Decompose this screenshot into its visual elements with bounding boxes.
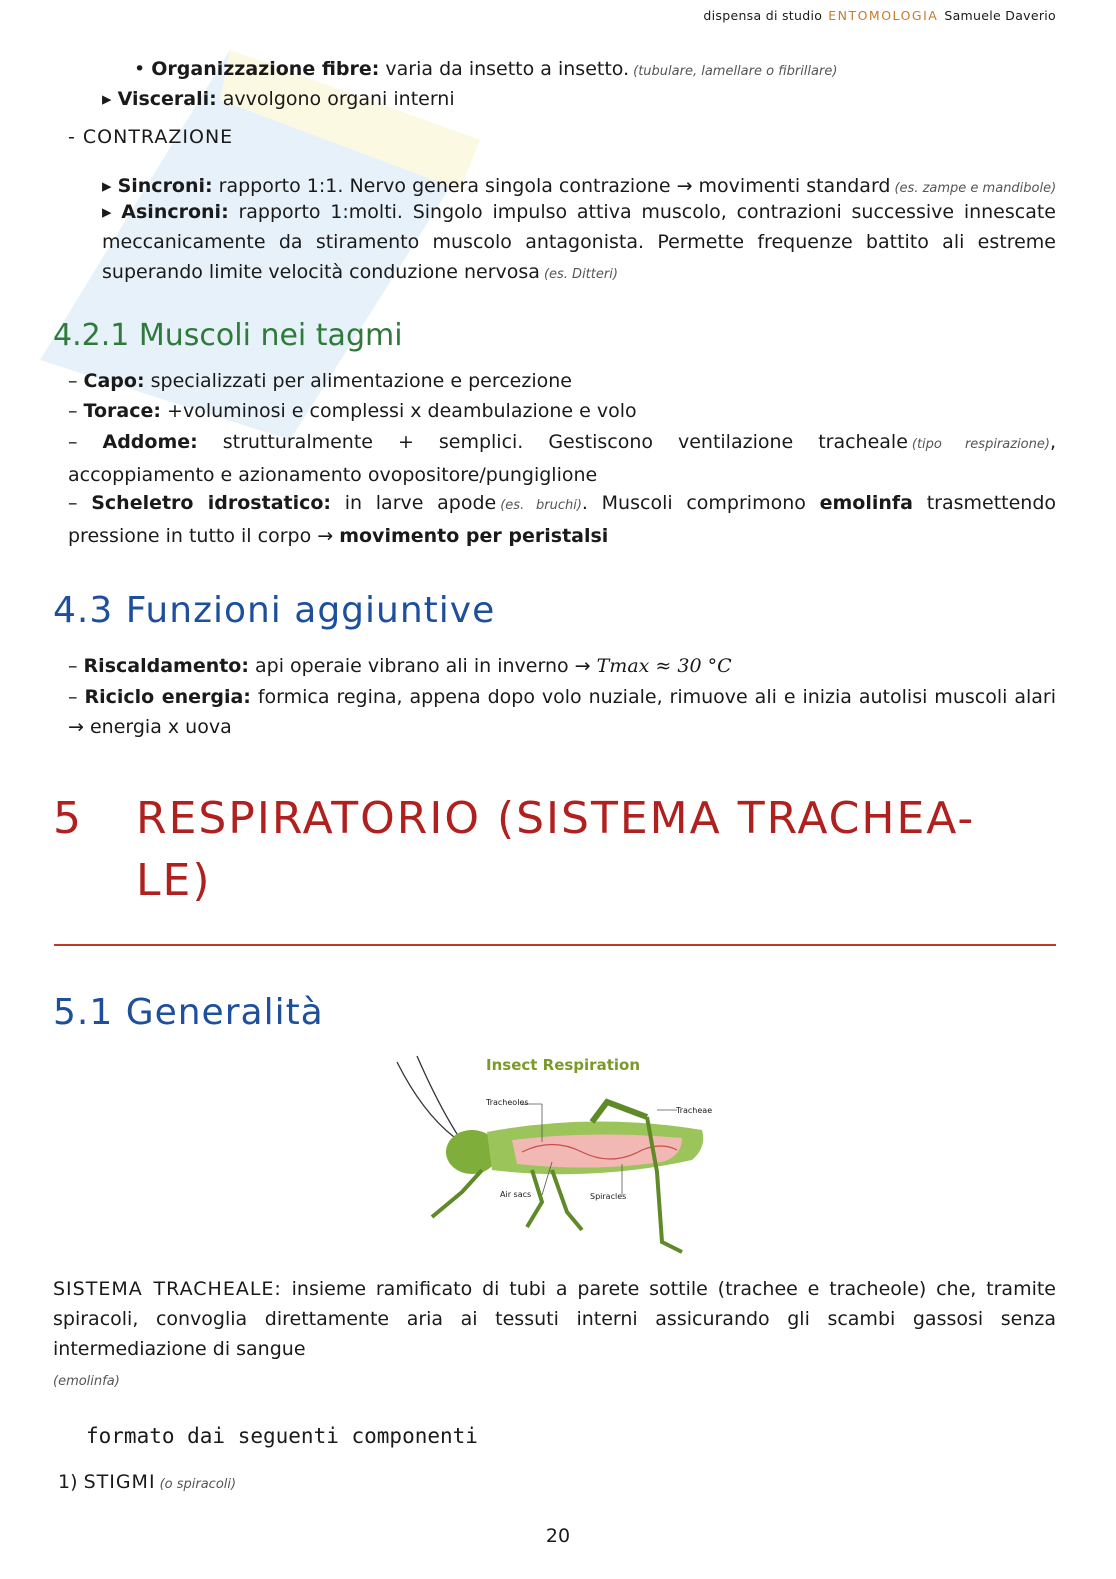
note: (o spiracoli)	[159, 1477, 237, 1492]
term-label: STIGMI	[83, 1471, 156, 1493]
formula: Tmax ≈ 30 °C	[596, 655, 732, 677]
chapter-title-line2: LE)	[136, 855, 212, 906]
label-tracheae: Tracheae	[676, 1106, 713, 1115]
item-text: strutturalmente + semplici. Gestiscono ventilazione tracheale	[222, 431, 908, 453]
item-text: api operaie vibrano ali in inverno →	[255, 655, 591, 677]
list-item: – Addome: strutturalmente + semplici. Gestiscono ventilazione tracheale (tipo respirazione), accoppiamento e azionamento ovopositore/pungiglione	[68, 431, 1056, 486]
term-label: Capo:	[83, 370, 145, 392]
note: (emolinfa)	[53, 1374, 120, 1389]
item-text: , accoppiamento e azionamento ovopositore/pungiglione	[68, 431, 1056, 486]
figure-title: Insect Respiration	[486, 1056, 640, 1074]
code-line: formato dai seguenti componenti	[86, 1424, 478, 1448]
term-label: Riscaldamento:	[83, 655, 249, 677]
term-label: Asincroni:	[121, 201, 229, 223]
list-number: 1)	[58, 1471, 78, 1493]
definition-paragraph	[53, 1274, 1056, 1397]
chapter-title-line1: RESPIRATORIO (SISTEMA TRACHEA-	[136, 793, 976, 844]
term-label: Sincroni:	[117, 175, 213, 197]
note: (es. zampe e mandibole)	[894, 181, 1057, 196]
term-label: Viscerali:	[117, 88, 217, 110]
item-text: in larve apode	[344, 492, 497, 514]
section-heading: 4.3 Funzioni aggiuntive	[53, 590, 496, 631]
term-label: Torace:	[83, 400, 161, 422]
item-text: avvolgono organi interni	[222, 88, 455, 110]
item-text: trasmettendo pressione in tutto il corpo →	[68, 492, 1057, 547]
header-author: Samuele Daverio	[944, 8, 1056, 23]
bold-term: emolinfa	[819, 492, 913, 514]
bold-term: movimento per peristalsi	[339, 525, 609, 547]
item-text: specializzati per alimentazione e percezione	[150, 370, 572, 392]
list-item: – Scheletro idrostatico: in larve apode (es. bruchi). Muscoli comprimono emolinfa trasmettendo pressione in tutto il corpo → movimento per peristalsi	[68, 492, 1057, 547]
note: (es. Ditteri)	[543, 267, 618, 282]
section-label: - CONTRAZIONE	[68, 126, 234, 148]
section-heading: 5.1 Generalità	[53, 992, 324, 1033]
term-label: Addome:	[102, 431, 198, 453]
item-text: formica regina, appena dopo volo nuziale, rimuove ali e inizia autolisi muscoli alari → energia x uova	[68, 686, 1056, 738]
item-text: rapporto 1:molti. Singolo impulso attiva muscolo, contrazioni successive innescate meccanicamente da stiramento muscolo antagonista. Permette frequenze battito ali estreme superando limite velocità conduzione nervosa	[102, 201, 1056, 283]
running-header	[703, 8, 1056, 23]
chapter-rule	[54, 944, 1056, 946]
list-item	[58, 1467, 236, 1500]
term-label: Scheletro idrostatico:	[91, 492, 332, 514]
item-text: rapporto 1:1. Nervo genera singola contrazione → movimenti standard	[218, 175, 891, 197]
item-text: varia da insetto a insetto.	[385, 58, 630, 80]
term-label: SISTEMA TRACHEALE:	[53, 1278, 282, 1300]
item-text: +voluminosi e complessi x deambulazione e volo	[167, 400, 637, 422]
label-spiracles: Spiracles	[590, 1192, 627, 1201]
note: (tipo respirazione)	[911, 437, 1050, 452]
header-left: dispensa di studio	[703, 8, 823, 23]
label-tracheoles: Tracheoles	[486, 1098, 529, 1107]
page-number: 20	[545, 1525, 571, 1547]
list-item: ▸ Asincroni: rapporto 1:molti. Singolo impulso attiva muscolo, contrazioni successive innescate meccanicamente da stiramento muscolo antagonista. Permette frequenze battito ali estreme superando limite velocità conduzione nervosa (es. Ditteri)	[102, 201, 1056, 283]
grasshopper-illustration	[392, 1052, 722, 1262]
header-subject: ENTOMOLOGIA	[828, 8, 939, 23]
item-text: . Muscoli comprimono	[581, 492, 806, 514]
term-label: Organizzazione fibre:	[151, 58, 380, 80]
note: (es. bruchi)	[500, 498, 582, 513]
list-item: ▸ Sincroni: rapporto 1:1. Nervo genera singola contrazione → movimenti standard (es. zampe e mandibole)	[102, 175, 1057, 197]
insect-figure	[392, 1052, 722, 1262]
list-item: • Organizzazione fibre: varia da insetto a insetto. (tubulare, lamellare o fibrillare)	[134, 58, 838, 80]
list-item: – Capo: specializzati per alimentazione e percezione	[68, 370, 572, 392]
paragraph-text: insieme ramificato di tubi a parete sottile (trachee e tracheole) che, tramite spiracoli, convoglia direttamente aria ai tessuti interni assicurando gli scambi gassosi senza intermediazione di sangue	[53, 1278, 1056, 1360]
term-label: Riciclo energia:	[84, 686, 251, 708]
note: (tubulare, lamellare o fibrillare)	[633, 64, 838, 79]
list-item: – Riciclo energia: formica regina, appena dopo volo nuziale, rimuove ali e inizia autolisi muscoli alari → energia x uova	[68, 686, 1056, 738]
list-item: – Riscaldamento: api operaie vibrano ali in inverno → Tmax ≈ 30 °C	[68, 655, 732, 677]
label-air-sacs: Air sacs	[500, 1190, 532, 1199]
list-item: – Torace: +voluminosi e complessi x deambulazione e volo	[68, 400, 637, 422]
chapter-number: 5	[53, 793, 83, 844]
subsection-heading: 4.2.1 Muscoli nei tagmi	[53, 318, 403, 353]
list-item: ▸ Viscerali: avvolgono organi interni	[102, 88, 455, 110]
